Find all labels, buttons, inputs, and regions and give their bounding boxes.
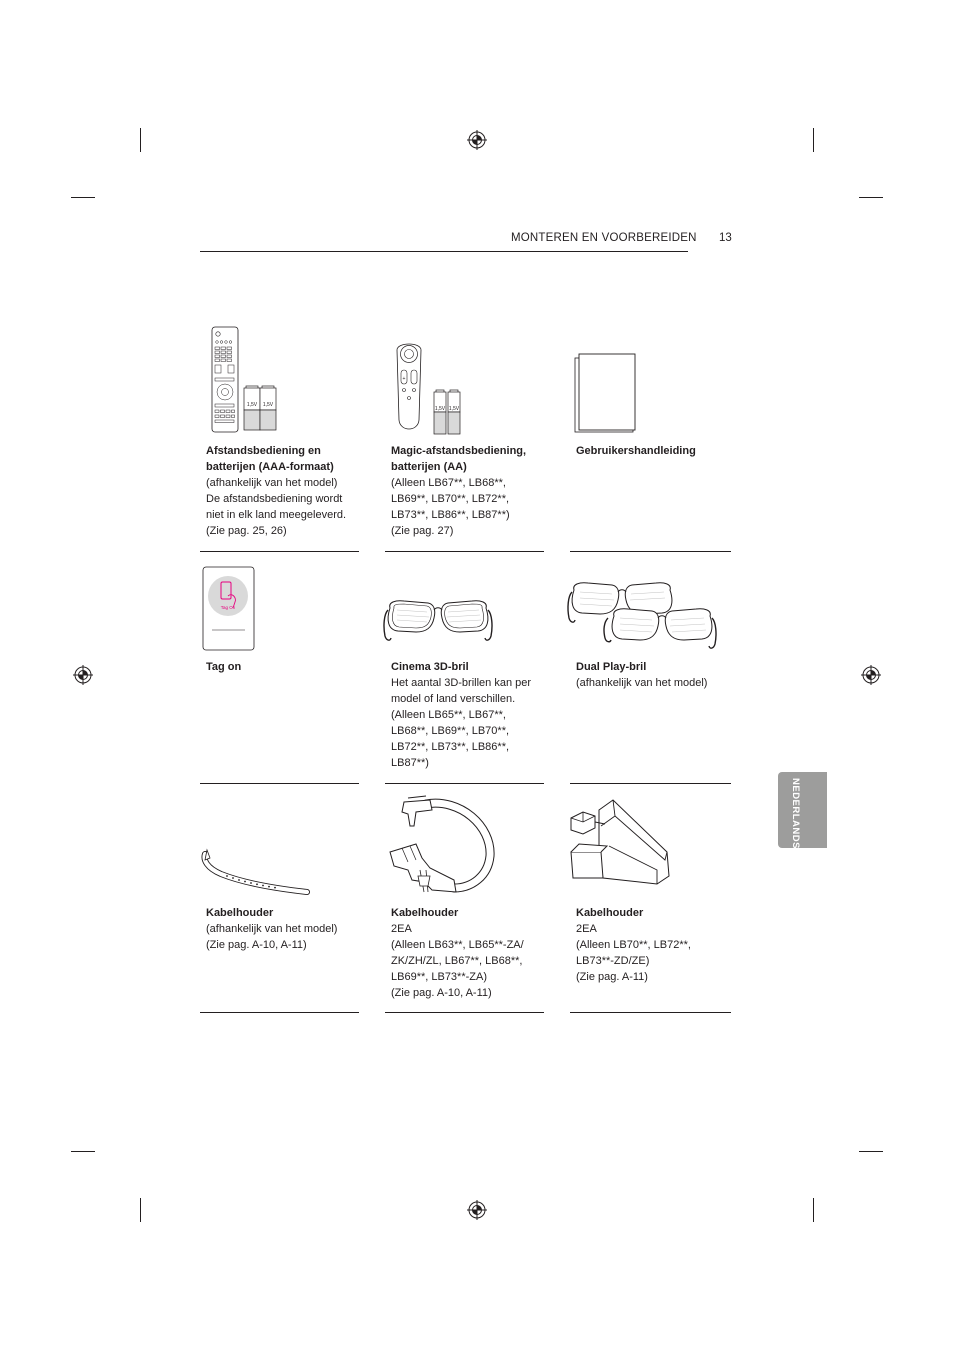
item-divider	[570, 1012, 731, 1013]
header-rule	[200, 251, 688, 252]
accessory-item	[391, 659, 550, 771]
item-title: Afstandsbediening en batterijen (AAA-formaat)	[206, 445, 334, 473]
item-title: Kabelhouder	[391, 907, 459, 919]
registration-mark-icon	[467, 1200, 487, 1220]
language-tab-label: NEDERLANDS	[790, 778, 801, 849]
crop-mark	[813, 128, 814, 152]
tag-on-card-icon	[202, 566, 256, 652]
item-divider	[570, 551, 731, 552]
accessory-item	[576, 905, 735, 985]
crop-mark	[813, 1198, 814, 1222]
item-divider	[385, 1012, 544, 1013]
item-divider	[570, 783, 731, 784]
cable-holder-clip-icon	[565, 796, 673, 894]
item-title: Dual Play-bril	[576, 661, 647, 673]
crop-mark	[71, 1151, 95, 1152]
language-tab	[778, 772, 827, 848]
item-description: (Alleen LB67**, LB68**, LB69**, LB70**, LB72**, LB73**, LB86**, LB87**) (Zie pag. 27)	[391, 477, 510, 537]
registration-mark-icon	[73, 665, 93, 685]
item-title: Tag on	[206, 661, 242, 673]
cable-holder-ring-icon	[380, 796, 498, 896]
item-title: Magic-afstandsbediening, batterijen (AA)	[391, 445, 527, 473]
battery-label: 1,5V	[262, 402, 274, 408]
crop-mark	[71, 197, 95, 198]
cable-tie-icon	[201, 848, 313, 898]
svg-text:+: +	[402, 376, 406, 382]
accessory-item	[576, 659, 735, 691]
magic-remote-icon	[391, 340, 471, 440]
item-divider	[200, 1012, 359, 1013]
crop-mark	[140, 128, 141, 152]
dual-play-glasses-icon	[568, 580, 718, 650]
page-number: 13	[719, 232, 732, 244]
item-description: Het aantal 3D-brillen kan per model of land verschillen. (Alleen LB65**, LB67**, LB68**, LB69**, LB70**, LB72**, LB73**, LB86**, LB87**)	[391, 677, 532, 769]
accessory-item	[576, 443, 735, 459]
item-title: Kabelhouder	[576, 907, 644, 919]
item-divider	[200, 783, 359, 784]
battery-label: 1,5V	[448, 406, 460, 412]
registration-mark-icon	[861, 665, 881, 685]
item-divider	[385, 551, 544, 552]
item-title: Gebruikershandleiding	[576, 445, 696, 457]
item-description: 2EA (Alleen LB63**, LB65**-ZA/ ZK/ZH/ZL, LB67**, LB68**, LB69**, LB73**-ZA) (Zie pag. A-10, A-11)	[391, 923, 524, 999]
remote-control-icon	[211, 326, 291, 436]
accessory-item	[391, 905, 550, 1001]
item-description: (afhankelijk van het model) (Zie pag. A-10, A-11)	[206, 923, 338, 951]
accessory-item	[206, 659, 365, 675]
item-description: (afhankelijk van het model) De afstandsbediening wordt niet in elk land meegeleverd. (Zie pag. 25, 26)	[206, 477, 347, 537]
item-description: (afhankelijk van het model)	[576, 677, 708, 689]
item-description: 2EA (Alleen LB70**, LB72**, LB73**-ZD/ZE) (Zie pag. A-11)	[576, 923, 691, 983]
item-divider	[385, 783, 544, 784]
item-title: Kabelhouder	[206, 907, 274, 919]
card-label: Tag On	[220, 605, 236, 610]
manual-booklet-icon	[573, 352, 639, 434]
registration-mark-icon	[467, 130, 487, 150]
crop-mark	[140, 1198, 141, 1222]
battery-label: 1,5V	[434, 406, 446, 412]
item-title: Cinema 3D-bril	[391, 661, 469, 673]
item-divider	[200, 551, 359, 552]
crop-mark	[859, 1151, 883, 1152]
section-title: MONTEREN EN VOORBEREIDEN	[511, 232, 697, 244]
accessory-item	[206, 443, 365, 539]
accessory-item	[206, 905, 365, 953]
battery-label: 1,5V	[246, 402, 258, 408]
crop-mark	[859, 197, 883, 198]
3d-glasses-icon	[382, 598, 494, 654]
accessory-item	[391, 443, 550, 539]
